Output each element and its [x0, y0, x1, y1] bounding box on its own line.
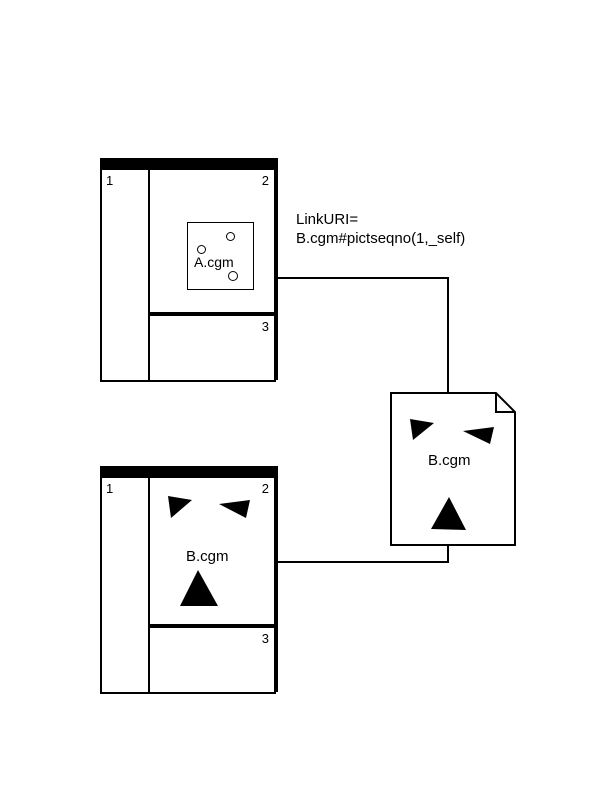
result-pane-1-number: 1 [106, 481, 114, 496]
bcgm-document-sheet[interactable] [390, 392, 516, 546]
result-pane-3-number: 3 [261, 631, 269, 646]
source-window [100, 158, 278, 380]
result-window [100, 466, 278, 692]
result-pane-2[interactable] [148, 476, 276, 626]
result-pane-2-number: 2 [261, 481, 269, 496]
link-uri-line-2: B.cgm#pictseqno(1,_self) [296, 230, 466, 247]
acgm-circle-3 [228, 271, 238, 281]
acgm-label: A.cgm [194, 254, 234, 270]
acgm-object[interactable] [187, 222, 254, 290]
bcgm-sheet-label: B.cgm [428, 452, 471, 469]
acgm-circle-2 [226, 232, 235, 241]
source-window-body [102, 170, 276, 378]
result-pane-1[interactable] [100, 476, 150, 694]
result-bcgm-label: B.cgm [186, 548, 229, 565]
result-window-body [102, 478, 276, 690]
source-pane-2-number: 2 [261, 173, 269, 188]
source-pane-1[interactable] [100, 168, 150, 382]
link-uri-line-1: LinkURI= [296, 211, 359, 228]
link-uri-label [296, 210, 465, 248]
source-pane-3-number: 3 [261, 319, 269, 334]
source-pane-3[interactable] [148, 314, 276, 382]
acgm-circle-1 [197, 245, 206, 254]
result-pane-3[interactable] [148, 626, 276, 694]
source-pane-1-number: 1 [106, 173, 114, 188]
